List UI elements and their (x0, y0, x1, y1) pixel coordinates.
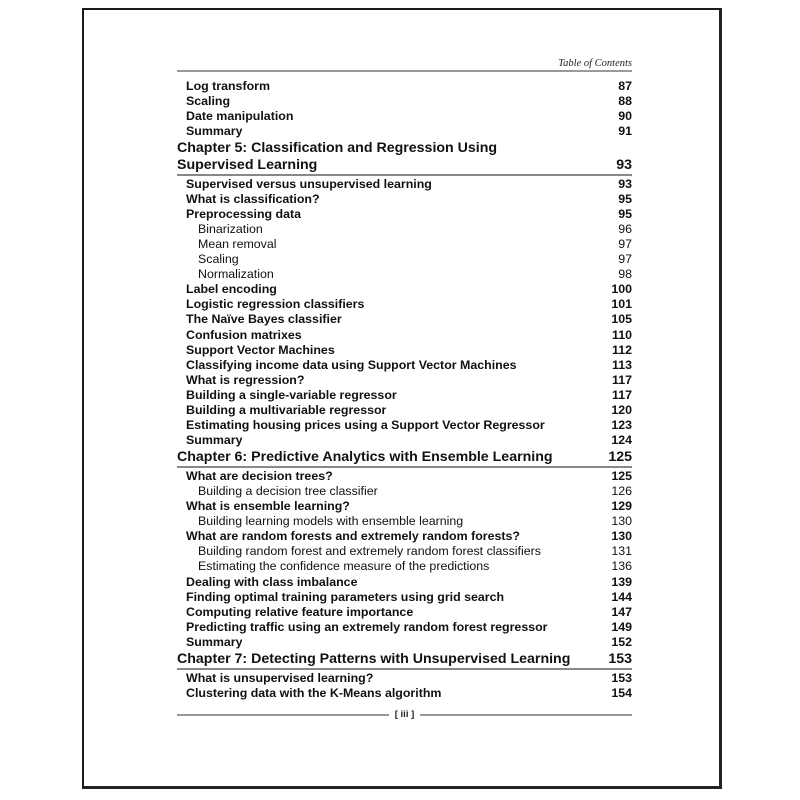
toc-entry-page: 125 (611, 468, 632, 483)
toc-entry-title: Logistic regression classifiers (186, 297, 365, 312)
toc-entry-title: Summary (186, 634, 243, 649)
toc-entry[interactable] (177, 124, 632, 139)
toc-entry-title: What is classification? (186, 191, 320, 206)
toc-entry[interactable] (177, 605, 632, 620)
toc-entry-title: Building random forest and extremely random forest classifiers (198, 544, 541, 559)
toc-entry-title: Predicting traffic using an extremely random forest regressor (186, 619, 548, 634)
toc-entry-title: What is regression? (186, 372, 305, 387)
toc-entry-page: 131 (611, 544, 632, 559)
toc-entry-page: 117 (612, 387, 632, 402)
toc-entry[interactable] (177, 297, 632, 312)
toc-entry-page: 93 (618, 176, 632, 191)
toc-entry-page: 129 (611, 499, 632, 514)
toc-entry-page: 95 (618, 206, 632, 221)
chapter-page: 153 (608, 650, 632, 667)
toc-entry[interactable] (177, 109, 632, 124)
toc-entry-title: Classifying income data using Support Vector Machines (186, 357, 517, 372)
toc-entry-page: 87 (618, 79, 632, 93)
toc-entry[interactable] (177, 575, 632, 590)
toc-entry-page: 136 (611, 559, 632, 574)
toc-entry-title: Computing relative feature importance (186, 604, 414, 619)
toc-subentry[interactable] (177, 514, 632, 529)
toc-entry[interactable] (177, 433, 632, 448)
toc-entry-page: 95 (618, 191, 632, 206)
toc-entry-page: 126 (611, 483, 632, 498)
toc-subentry[interactable] (177, 222, 632, 237)
toc-entry-title: What are decision trees? (186, 468, 333, 483)
header-rule (177, 70, 632, 72)
toc-entry-page: 90 (618, 109, 632, 124)
chapter-heading-7[interactable] (177, 651, 632, 670)
toc-entry[interactable] (177, 671, 632, 686)
toc-entry-title: Preprocessing data (186, 206, 302, 221)
toc-subentry[interactable] (177, 252, 632, 267)
toc-entry-title: Log transform (186, 79, 270, 93)
toc-entry-page: 120 (611, 402, 632, 417)
toc-entry[interactable] (177, 686, 632, 701)
toc-entry-title: Building a decision tree classifier (198, 483, 378, 498)
toc-entry-title: What is ensemble learning? (186, 499, 350, 514)
toc-entry[interactable] (177, 207, 632, 222)
toc-entry-title: Supervised versus unsupervised learning (186, 176, 432, 191)
toc-entry-page: 100 (611, 282, 632, 297)
toc-entry-page: 96 (618, 221, 632, 236)
toc-entry-page: 139 (611, 574, 632, 589)
toc-subentry[interactable] (177, 267, 632, 282)
toc-entry-title: Date manipulation (186, 109, 294, 124)
toc-entry-title: Dealing with class imbalance (186, 574, 358, 589)
toc-entry[interactable] (177, 343, 632, 358)
toc-entry[interactable] (177, 635, 632, 650)
toc-entry-title: Scaling (198, 252, 239, 267)
toc-entry-page: 88 (618, 94, 632, 109)
toc-entry-page: 144 (611, 589, 632, 604)
toc-subentry[interactable] (177, 544, 632, 559)
toc-entry[interactable] (177, 590, 632, 605)
toc-subentry[interactable] (177, 559, 632, 574)
toc-entry-page: 97 (618, 252, 632, 267)
toc-entry-title: Normalization (198, 267, 274, 282)
chapter-heading-6[interactable] (177, 449, 632, 468)
chapter-title-line2: Supervised Learning (177, 156, 318, 173)
toc-entry-page: 97 (618, 236, 632, 251)
toc-entry[interactable] (177, 192, 632, 207)
running-head: Table of Contents (558, 58, 632, 69)
footer-rule-right (420, 714, 632, 716)
chapter-title: Chapter 6: Predictive Analytics with Ensemble Learning (177, 449, 553, 466)
toc-entry-page: 123 (611, 418, 632, 433)
footer-rule-left (177, 714, 389, 716)
toc-entry-page: 130 (611, 529, 632, 544)
toc-entry-title: Summary (186, 124, 243, 139)
toc-entry-page: 124 (611, 433, 632, 448)
toc-entry-title: Building a single-variable regressor (186, 387, 397, 402)
toc-entry-title: Clustering data with the K-Means algorithm (186, 685, 442, 700)
toc-entry[interactable] (177, 282, 632, 297)
toc-entry-page: 91 (618, 124, 632, 139)
chapter-title-line1: Chapter 5: Classification and Regression Using (177, 140, 498, 157)
toc-entry[interactable] (177, 418, 632, 433)
toc-entry-title: The Naïve Bayes classifier (186, 312, 342, 327)
toc-entry[interactable] (177, 328, 632, 343)
toc-entry-page: 98 (618, 267, 632, 282)
toc-entry-page: 105 (611, 312, 632, 327)
toc-entry-title: Mean removal (198, 236, 277, 251)
toc-entry-title: Binarization (198, 221, 263, 236)
toc-entry[interactable] (177, 388, 632, 403)
toc-entry-page: 152 (611, 634, 632, 649)
toc-entry-page: 112 (612, 342, 632, 357)
toc-entry[interactable] (177, 529, 632, 544)
toc-entry-title: Finding optimal training parameters using grid search (186, 589, 505, 604)
table-of-contents (177, 79, 632, 701)
chapter-heading-5[interactable] (177, 140, 632, 175)
toc-entry-title: Label encoding (186, 282, 277, 297)
chapter-title: Chapter 7: Detecting Patterns with Unsupervised Learning (177, 650, 571, 667)
toc-entry-title: What is unsupervised learning? (186, 670, 374, 685)
toc-entry-title: What are random forests and extremely random forests? (186, 529, 520, 544)
toc-entry-title: Estimating housing prices using a Support Vector Regressor (186, 418, 545, 433)
toc-entry-page: 149 (611, 619, 632, 634)
toc-entry[interactable] (177, 358, 632, 373)
toc-entry-page: 110 (612, 327, 632, 342)
toc-entry-title: Estimating the confidence measure of the predictions (198, 559, 490, 574)
toc-entry-page: 117 (612, 372, 632, 387)
toc-entry[interactable] (177, 79, 632, 94)
toc-entry[interactable] (177, 403, 632, 418)
toc-entry[interactable] (177, 499, 632, 514)
toc-entry-title: Building a multivariable regressor (186, 402, 387, 417)
toc-entry-title: Building learning models with ensemble learning (198, 514, 464, 529)
toc-entry-title: Support Vector Machines (186, 342, 335, 357)
toc-entry[interactable] (177, 312, 632, 327)
toc-subentry[interactable] (177, 484, 632, 499)
toc-entry[interactable] (177, 94, 632, 109)
toc-entry-page: 101 (611, 297, 632, 312)
toc-entry[interactable] (177, 177, 632, 192)
toc-entry-page: 153 (611, 670, 632, 685)
toc-entry-page: 154 (611, 685, 632, 700)
chapter-page: 125 (608, 449, 632, 466)
toc-entry[interactable] (177, 620, 632, 635)
chapter-page: 93 (616, 156, 632, 173)
toc-entry-page: 113 (612, 357, 632, 372)
toc-entry-title: Confusion matrixes (186, 327, 302, 342)
toc-entry-title: Summary (186, 433, 243, 448)
page-number: [ iii ] (394, 709, 415, 720)
toc-subentry[interactable] (177, 237, 632, 252)
page-footer (177, 709, 632, 720)
toc-entry-title: Scaling (186, 94, 231, 109)
toc-entry[interactable] (177, 373, 632, 388)
toc-entry[interactable] (177, 469, 632, 484)
toc-entry-page: 147 (611, 604, 632, 619)
toc-entry-page: 130 (611, 514, 632, 529)
